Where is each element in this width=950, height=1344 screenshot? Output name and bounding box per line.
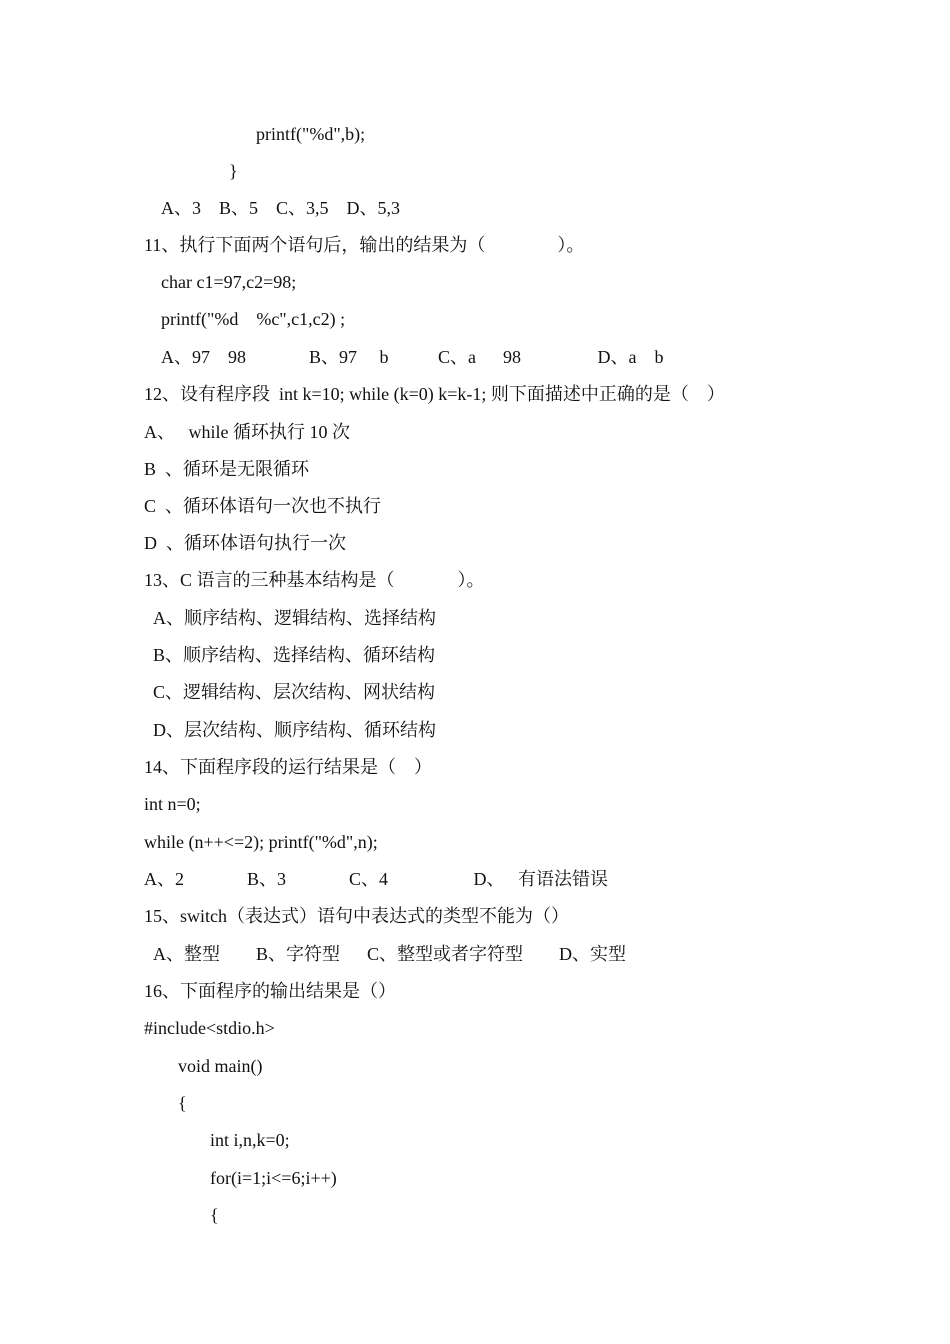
code-line: void main() — [178, 1056, 263, 1076]
code-line: { — [178, 1093, 187, 1113]
answer-options: A、97 98 B、97 b C、a 98 D、a b — [161, 347, 664, 367]
code-line: char c1=97,c2=98; — [161, 272, 297, 292]
question-11: 11、执行下面两个语句后，输出的结果为（ ）。 — [144, 235, 585, 255]
question-16: 16、下面程序的输出结果是（） — [144, 981, 396, 1001]
answer-option: C 、循环体语句一次也不执行 — [144, 496, 382, 516]
answer-options: A、2 B、3 C、4 D、 有语法错误 — [144, 869, 609, 889]
answer-option: B 、循环是无限循环 — [144, 459, 310, 479]
answer-option: A、顺序结构、逻辑结构、选择结构 — [153, 608, 436, 628]
question-15: 15、switch（表达式）语句中表达式的类型不能为（） — [144, 906, 569, 926]
answer-option: B、顺序结构、选择结构、循环结构 — [153, 645, 436, 665]
code-line: int n=0; — [144, 794, 201, 814]
answer-option: D、层次结构、顺序结构、循环结构 — [153, 720, 436, 740]
question-13: 13、C 语言的三种基本结构是（ ）。 — [144, 570, 485, 590]
code-line: for(i=1;i<=6;i++) — [210, 1168, 337, 1188]
answer-option: A、 while 循环执行 10 次 — [144, 422, 350, 442]
code-line: } — [229, 161, 238, 181]
answer-options: A、3 B、5 C、3,5 D、5,3 — [161, 198, 401, 218]
answer-option: C、逻辑结构、层次结构、网状结构 — [153, 682, 436, 702]
code-line: int i,n,k=0; — [210, 1130, 290, 1150]
answer-options: A、整型 B、字符型 C、整型或者字符型 D、实型 — [153, 944, 627, 964]
code-line: #include<stdio.h> — [144, 1018, 275, 1038]
code-line: while (n++<=2); printf("%d",n); — [144, 832, 378, 852]
question-12: 12、设有程序段 int k=10; while (k=0) k=k-1; 则下面描述中正确的是（ ） — [144, 384, 725, 404]
question-14: 14、下面程序段的运行结果是（ ） — [144, 757, 432, 777]
code-line: printf("%d",b); — [256, 124, 366, 144]
code-line: printf("%d %c",c1,c2) ; — [161, 309, 346, 329]
code-line: { — [210, 1205, 219, 1225]
answer-option: D 、循环体语句执行一次 — [144, 533, 346, 553]
